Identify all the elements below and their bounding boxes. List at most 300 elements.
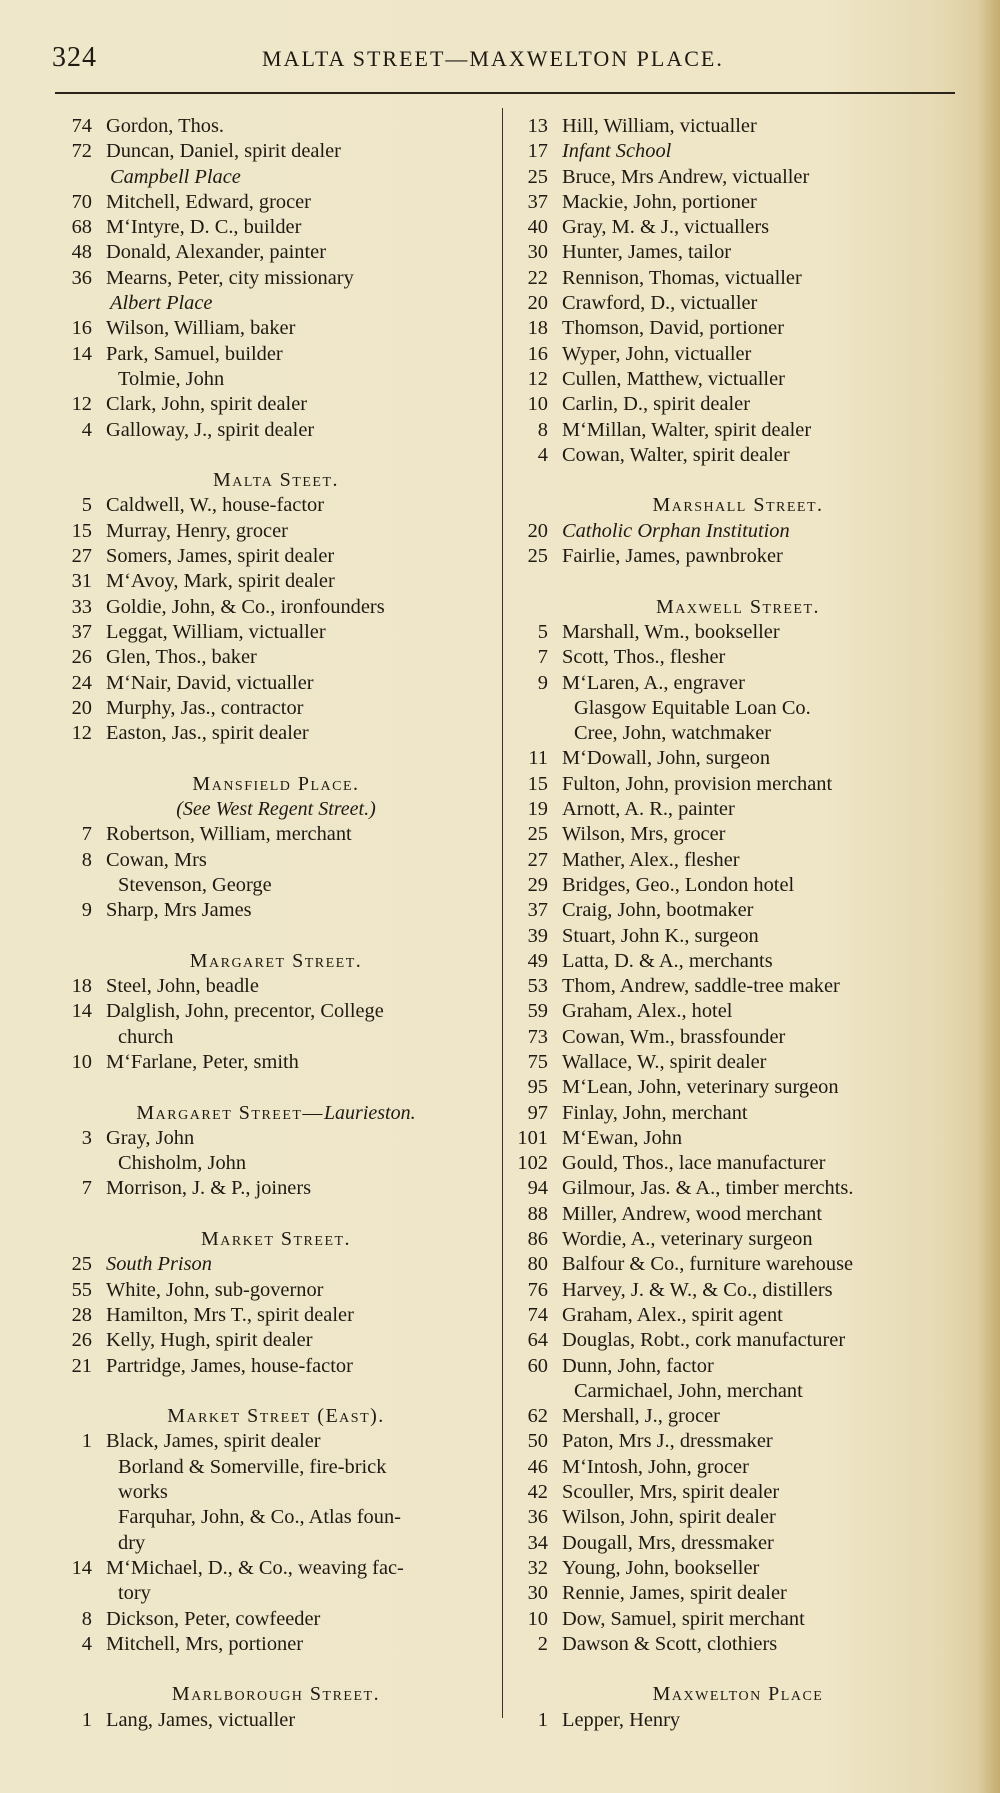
resident-name: Hunter, James, tailor — [562, 241, 732, 264]
directory-entry — [52, 569, 500, 594]
directory-entry — [52, 1632, 500, 1657]
resident-name: Morrison, J. & P., joiners — [106, 1177, 312, 1200]
house-number: 73 — [527, 1025, 548, 1048]
house-number: 49 — [527, 949, 548, 972]
resident-name: Wilson, John, spirit dealer — [562, 1506, 776, 1529]
house-number: 19 — [527, 798, 548, 821]
resident-name: Cowan, Wm., brassfounder — [562, 1025, 786, 1048]
directory-entry — [508, 746, 968, 771]
house-number: 72 — [71, 140, 92, 163]
resident-name: Carlin, D., spirit dealer — [562, 393, 750, 416]
house-number: 8 — [81, 1607, 92, 1630]
directory-entry — [508, 949, 968, 974]
resident-name: Graham, Alex., hotel — [562, 1000, 733, 1023]
directory-entry — [508, 848, 968, 873]
house-number: 1 — [81, 1430, 92, 1453]
directory-entry — [508, 1126, 968, 1151]
directory-entry — [52, 215, 500, 240]
resident-name: M‘Dowall, John, surgeon — [562, 747, 771, 770]
resident-name: M‘Nair, David, victualler — [106, 671, 314, 694]
resident-name: Crawford, D., victualler — [562, 292, 758, 315]
house-number: 14 — [71, 342, 92, 365]
directory-entry — [52, 114, 500, 139]
directory-entry — [52, 1278, 500, 1303]
resident-name: M‘Ewan, John — [562, 1126, 683, 1149]
directory-entry — [508, 165, 968, 190]
directory-entry — [508, 1531, 968, 1556]
entry-continuation-text: dry — [118, 1531, 146, 1554]
house-number: 12 — [71, 722, 92, 745]
resident-name: Dougall, Mrs, dressmaker — [562, 1531, 774, 1554]
right-column — [508, 114, 968, 1733]
house-number: 18 — [527, 317, 548, 340]
entry-continuation — [52, 1531, 500, 1556]
house-number: 7 — [81, 823, 92, 846]
directory-entry — [52, 1429, 500, 1454]
street-heading — [52, 1101, 500, 1126]
house-number: 36 — [71, 266, 92, 289]
directory-entry — [508, 215, 968, 240]
house-number: 26 — [71, 646, 92, 669]
directory-entry — [52, 316, 500, 341]
section-spacer — [52, 1202, 500, 1227]
resident-name: Mitchell, Edward, grocer — [106, 190, 311, 213]
house-number: 22 — [527, 266, 548, 289]
directory-entry — [508, 1303, 968, 1328]
resident-name: Glen, Thos., baker — [106, 646, 257, 669]
house-number: 15 — [71, 519, 92, 542]
section-spacer — [52, 1657, 500, 1682]
house-number: 13 — [527, 115, 548, 137]
resident-name: Gould, Thos., lace manufacturer — [562, 1152, 826, 1175]
house-number: 12 — [527, 367, 548, 390]
resident-name: M‘Michael, D., & Co., weaving fac- — [106, 1556, 404, 1579]
directory-entry — [508, 1480, 968, 1505]
resident-name: Dow, Samuel, spirit merchant — [562, 1607, 805, 1630]
resident-name: Mackie, John, portioner — [562, 190, 757, 213]
directory-entry — [52, 1252, 500, 1277]
resident-name: Wallace, W., spirit dealer — [562, 1050, 767, 1073]
house-number: 59 — [527, 1000, 548, 1023]
place-subheading-text: Campbell Place — [110, 165, 241, 188]
column-divider — [502, 108, 503, 1718]
directory-entry — [508, 1455, 968, 1480]
resident-name: Dunn, John, factor — [562, 1354, 714, 1377]
cross-reference-text: (See West Regent Street.) — [176, 798, 376, 821]
house-number: 14 — [71, 1556, 92, 1579]
house-number: 26 — [71, 1329, 92, 1352]
resident-name: Cullen, Matthew, victualler — [562, 367, 785, 390]
house-number: 8 — [81, 848, 92, 871]
resident-name: Chisholm, John — [118, 1152, 247, 1175]
directory-entry — [508, 898, 968, 923]
directory-entry — [508, 1176, 968, 1201]
house-number: 16 — [527, 342, 548, 365]
directory-entry — [508, 316, 968, 341]
resident-name: Fulton, John, provision merchant — [562, 772, 833, 795]
directory-entry — [508, 822, 968, 847]
house-number: 30 — [527, 1582, 548, 1605]
directory-entry — [52, 645, 500, 670]
resident-name: Arnott, A. R., painter — [562, 798, 735, 821]
resident-name: Infant School — [562, 140, 672, 163]
resident-name: Finlay, John, merchant — [562, 1101, 748, 1124]
house-number: 7 — [81, 1177, 92, 1200]
directory-entry — [508, 114, 968, 139]
street-heading — [52, 1404, 500, 1429]
directory-entry — [508, 1151, 968, 1176]
street-heading-text: Maxwell Street. — [655, 595, 821, 618]
header-rule — [55, 92, 955, 94]
house-number: 24 — [71, 671, 92, 694]
directory-entry — [52, 1354, 500, 1379]
section-spacer — [52, 924, 500, 949]
directory-entry — [508, 1379, 968, 1404]
resident-name: Caldwell, W., house-factor — [106, 494, 325, 517]
house-number: 8 — [537, 418, 548, 441]
resident-name: Sharp, Mrs James — [106, 899, 252, 922]
street-heading — [52, 772, 500, 797]
house-number: 4 — [81, 418, 92, 441]
resident-name: Wilson, Mrs, grocer — [562, 823, 726, 846]
resident-name: Scouller, Mrs, spirit dealer — [562, 1481, 780, 1504]
directory-entry — [508, 1050, 968, 1075]
resident-name: Gordon, Thos. — [106, 115, 225, 137]
resident-name: Mather, Alex., flesher — [562, 848, 740, 871]
house-number: 94 — [527, 1177, 548, 1200]
directory-entry — [508, 1101, 968, 1126]
directory-entry — [508, 924, 968, 949]
street-heading-text: Margaret Street. — [189, 949, 363, 972]
directory-entry — [508, 1328, 968, 1353]
directory-entry — [52, 671, 500, 696]
resident-name: Robertson, William, merchant — [106, 823, 352, 846]
directory-entry — [508, 1075, 968, 1100]
street-heading — [52, 468, 500, 493]
section-spacer — [52, 443, 500, 468]
directory-entry — [52, 620, 500, 645]
house-number: 62 — [527, 1405, 548, 1428]
directory-entry — [52, 1151, 500, 1176]
house-number: 86 — [527, 1228, 548, 1251]
directory-entry — [508, 1607, 968, 1632]
directory-entry — [52, 595, 500, 620]
directory-entry — [52, 1303, 500, 1328]
resident-name: M‘Lean, John, veterinary surgeon — [562, 1076, 839, 1099]
street-heading-district: Laurieston. — [323, 1101, 416, 1124]
house-number: 16 — [71, 317, 92, 340]
resident-name: Lepper, Henry — [562, 1708, 681, 1731]
section-spacer — [52, 1075, 500, 1100]
directory-entry — [508, 1505, 968, 1530]
house-number: 28 — [71, 1303, 92, 1326]
resident-name: Gilmour, Jas. & A., timber merchts. — [562, 1177, 854, 1200]
page-edge-shading — [978, 0, 1000, 1793]
directory-entry — [508, 1581, 968, 1606]
house-number: 37 — [71, 620, 92, 643]
directory-entry — [508, 1278, 968, 1303]
resident-name: Tolmie, John — [118, 367, 225, 390]
house-number: 21 — [71, 1354, 92, 1377]
house-number: 4 — [537, 443, 548, 466]
resident-name: Bridges, Geo., London hotel — [562, 873, 795, 896]
directory-entry — [508, 544, 968, 569]
section-spacer — [508, 1657, 968, 1682]
house-number: 53 — [527, 975, 548, 998]
directory-entry — [52, 392, 500, 417]
house-number: 48 — [71, 241, 92, 264]
house-number: 80 — [527, 1253, 548, 1276]
resident-name: Bruce, Mrs Andrew, victualler — [562, 165, 810, 188]
resident-name: Kelly, Hugh, spirit dealer — [106, 1329, 313, 1352]
resident-name: Murray, Henry, grocer — [106, 519, 288, 542]
resident-name: Harvey, J. & W., & Co., distillers — [562, 1278, 833, 1301]
house-number: 10 — [527, 393, 548, 416]
house-number: 1 — [81, 1708, 92, 1731]
resident-name: Dalglish, John, precentor, College — [106, 1000, 384, 1023]
directory-entry — [508, 291, 968, 316]
resident-name: Glasgow Equitable Loan Co. — [574, 696, 811, 719]
house-number: 55 — [71, 1278, 92, 1301]
resident-name: Clark, John, spirit dealer — [106, 393, 308, 416]
resident-name: M‘Laren, A., engraver — [562, 671, 745, 694]
house-number: 29 — [527, 873, 548, 896]
house-number: 36 — [527, 1506, 548, 1529]
resident-name: Lang, James, victualler — [106, 1708, 296, 1731]
house-number: 7 — [537, 646, 548, 669]
house-number: 33 — [71, 595, 92, 618]
directory-entry — [52, 1455, 500, 1480]
street-heading — [508, 493, 968, 518]
resident-name: Farquhar, John, & Co., Atlas foun- — [118, 1506, 401, 1529]
house-number: 37 — [527, 190, 548, 213]
house-number: 5 — [537, 620, 548, 643]
directory-entry — [508, 418, 968, 443]
directory-entry — [508, 190, 968, 215]
resident-name: Craig, John, bootmaker — [562, 899, 754, 922]
resident-name: Young, John, bookseller — [562, 1556, 760, 1579]
house-number: 42 — [527, 1481, 548, 1504]
street-heading-text: Maxwelton Place — [652, 1683, 824, 1706]
page-header — [52, 38, 972, 78]
directory-entry — [508, 696, 968, 721]
house-number: 37 — [527, 899, 548, 922]
resident-name: Gray, M. & J., victuallers — [562, 216, 770, 239]
resident-name: Galloway, J., spirit dealer — [106, 418, 315, 441]
directory-entry — [52, 418, 500, 443]
resident-name: Park, Samuel, builder — [106, 342, 283, 365]
directory-entry — [508, 671, 968, 696]
house-number: 30 — [527, 241, 548, 264]
directory-entry — [508, 1252, 968, 1277]
directory-entry — [508, 1227, 968, 1252]
resident-name: Gray, John — [106, 1126, 195, 1149]
house-number: 12 — [71, 393, 92, 416]
resident-name: Steel, John, beadle — [106, 975, 259, 998]
resident-name: Fairlie, James, pawnbroker — [562, 545, 783, 568]
house-number: 9 — [81, 899, 92, 922]
directory-entry — [52, 1556, 500, 1581]
directory-entry — [52, 898, 500, 923]
resident-name: Wilson, William, baker — [106, 317, 296, 340]
resident-name: Mitchell, Mrs, portioner — [106, 1632, 304, 1655]
directory-entry — [508, 1556, 968, 1581]
resident-name: Leggat, William, victualler — [106, 620, 326, 643]
house-number: 95 — [527, 1076, 548, 1099]
house-number: 32 — [527, 1556, 548, 1579]
house-number: 76 — [527, 1278, 548, 1301]
resident-name: White, John, sub-governor — [106, 1278, 324, 1301]
section-spacer — [508, 468, 968, 493]
directory-entry — [508, 1354, 968, 1379]
directory-entry — [508, 519, 968, 544]
directory-entry — [52, 190, 500, 215]
resident-name: Rennie, James, spirit dealer — [562, 1582, 787, 1605]
entry-continuation-text: tory — [118, 1582, 151, 1605]
entry-continuation — [52, 1480, 500, 1505]
directory-entry — [508, 1429, 968, 1454]
resident-name: Hill, William, victualler — [562, 115, 757, 137]
directory-entry — [508, 797, 968, 822]
house-number: 75 — [527, 1050, 548, 1073]
directory-entry — [52, 1050, 500, 1075]
resident-name: Stevenson, George — [118, 873, 272, 896]
directory-entry — [508, 999, 968, 1024]
resident-name: Dawson & Scott, clothiers — [562, 1632, 778, 1655]
house-number: 10 — [527, 1607, 548, 1630]
resident-name: Carmichael, John, merchant — [574, 1379, 803, 1402]
directory-entry — [52, 544, 500, 569]
directory-entry — [52, 696, 500, 721]
directory-entry — [52, 139, 500, 164]
directory-entry — [508, 1202, 968, 1227]
directory-entry — [508, 1632, 968, 1657]
directory-entry — [508, 721, 968, 746]
section-spacer — [52, 1379, 500, 1404]
house-number: 101 — [517, 1126, 548, 1149]
directory-entry — [52, 1607, 500, 1632]
resident-name: Black, James, spirit dealer — [106, 1430, 321, 1453]
resident-name: Paton, Mrs J., dressmaker — [562, 1430, 773, 1453]
house-number: 60 — [527, 1354, 548, 1377]
directory-entry — [52, 519, 500, 544]
house-number: 2 — [537, 1632, 548, 1655]
directory-entry — [508, 1708, 968, 1733]
entry-continuation-text: works — [118, 1481, 168, 1504]
house-number: 20 — [71, 696, 92, 719]
directory-entry — [52, 873, 500, 898]
entry-continuation — [52, 1025, 500, 1050]
directory-entry — [508, 873, 968, 898]
directory-entry — [52, 721, 500, 746]
entry-continuation — [52, 1581, 500, 1606]
directory-entry — [52, 1505, 500, 1530]
directory-entry — [508, 367, 968, 392]
house-number: 20 — [527, 519, 548, 542]
directory-entry — [52, 1176, 500, 1201]
resident-name: M‘Intyre, D. C., builder — [106, 216, 302, 239]
section-spacer — [508, 569, 968, 594]
resident-name: Mearns, Peter, city missionary — [106, 266, 354, 289]
house-number: 97 — [527, 1101, 548, 1124]
cross-reference-note — [52, 797, 500, 822]
resident-name: Miller, Andrew, wood merchant — [562, 1202, 823, 1225]
house-number: 74 — [527, 1303, 548, 1326]
house-number: 102 — [517, 1152, 548, 1175]
resident-name: Mershall, J., grocer — [562, 1405, 720, 1428]
resident-name: Donald, Alexander, painter — [106, 241, 327, 264]
house-number: 3 — [81, 1126, 92, 1149]
resident-name: Graham, Alex., spirit agent — [562, 1303, 783, 1326]
resident-name: Dickson, Peter, cowfeeder — [106, 1607, 321, 1630]
section-spacer — [52, 746, 500, 771]
resident-name: Somers, James, spirit dealer — [106, 545, 335, 568]
house-number: 14 — [71, 1000, 92, 1023]
left-column — [52, 114, 500, 1733]
resident-name: Cowan, Mrs — [106, 848, 207, 871]
house-number: 15 — [527, 772, 548, 795]
running-title: MALTA STREET—MAXWELTON PLACE. — [262, 46, 724, 71]
resident-name: M‘Millan, Walter, spirit dealer — [562, 418, 812, 441]
house-number: 18 — [71, 975, 92, 998]
house-number: 9 — [537, 671, 548, 694]
directory-entry — [508, 1404, 968, 1429]
directory-entry — [52, 266, 500, 291]
resident-name: Thom, Andrew, saddle-tree maker — [562, 975, 840, 998]
place-subheading — [52, 165, 500, 190]
house-number: 27 — [71, 545, 92, 568]
resident-name: Cowan, Walter, spirit dealer — [562, 443, 790, 466]
directory-entry — [508, 620, 968, 645]
directory-entry — [52, 240, 500, 265]
resident-name: Goldie, John, & Co., ironfounders — [106, 595, 385, 618]
house-number: 1 — [537, 1708, 548, 1731]
resident-name: Borland & Somerville, fire-brick — [118, 1455, 387, 1478]
house-number: 46 — [527, 1455, 548, 1478]
house-number: 5 — [81, 494, 92, 517]
house-number: 17 — [527, 140, 548, 163]
directory-entry — [52, 493, 500, 518]
house-number: 25 — [527, 545, 548, 568]
house-number: 68 — [71, 216, 92, 239]
directory-entry — [508, 392, 968, 417]
directory-entry — [508, 1025, 968, 1050]
resident-name: Marshall, Wm., bookseller — [562, 620, 780, 643]
directory-entry — [52, 848, 500, 873]
resident-name: M‘Intosh, John, grocer — [562, 1455, 749, 1478]
street-heading — [52, 1682, 500, 1707]
resident-name: Douglas, Robt., cork manufacturer — [562, 1329, 846, 1352]
house-number: 4 — [81, 1632, 92, 1655]
street-heading-text: Market Street. — [200, 1228, 352, 1251]
resident-name: Stuart, John K., surgeon — [562, 924, 759, 947]
street-heading-text: Marlborough Street. — [171, 1683, 381, 1706]
page-number: 324 — [52, 42, 97, 73]
directory-entry — [508, 139, 968, 164]
directory-entry — [508, 266, 968, 291]
resident-name: South Prison — [106, 1253, 212, 1276]
resident-name: Cree, John, watchmaker — [574, 722, 772, 745]
directory-entry — [52, 1126, 500, 1151]
resident-name: M‘Avoy, Mark, spirit dealer — [106, 570, 335, 593]
street-heading — [508, 595, 968, 620]
directory-entry — [52, 822, 500, 847]
place-subheading-text: Albert Place — [110, 292, 213, 315]
resident-name: Hamilton, Mrs T., spirit dealer — [106, 1303, 354, 1326]
entry-continuation-text: church — [118, 1025, 174, 1048]
directory-entry — [508, 645, 968, 670]
directory-entry — [52, 342, 500, 367]
